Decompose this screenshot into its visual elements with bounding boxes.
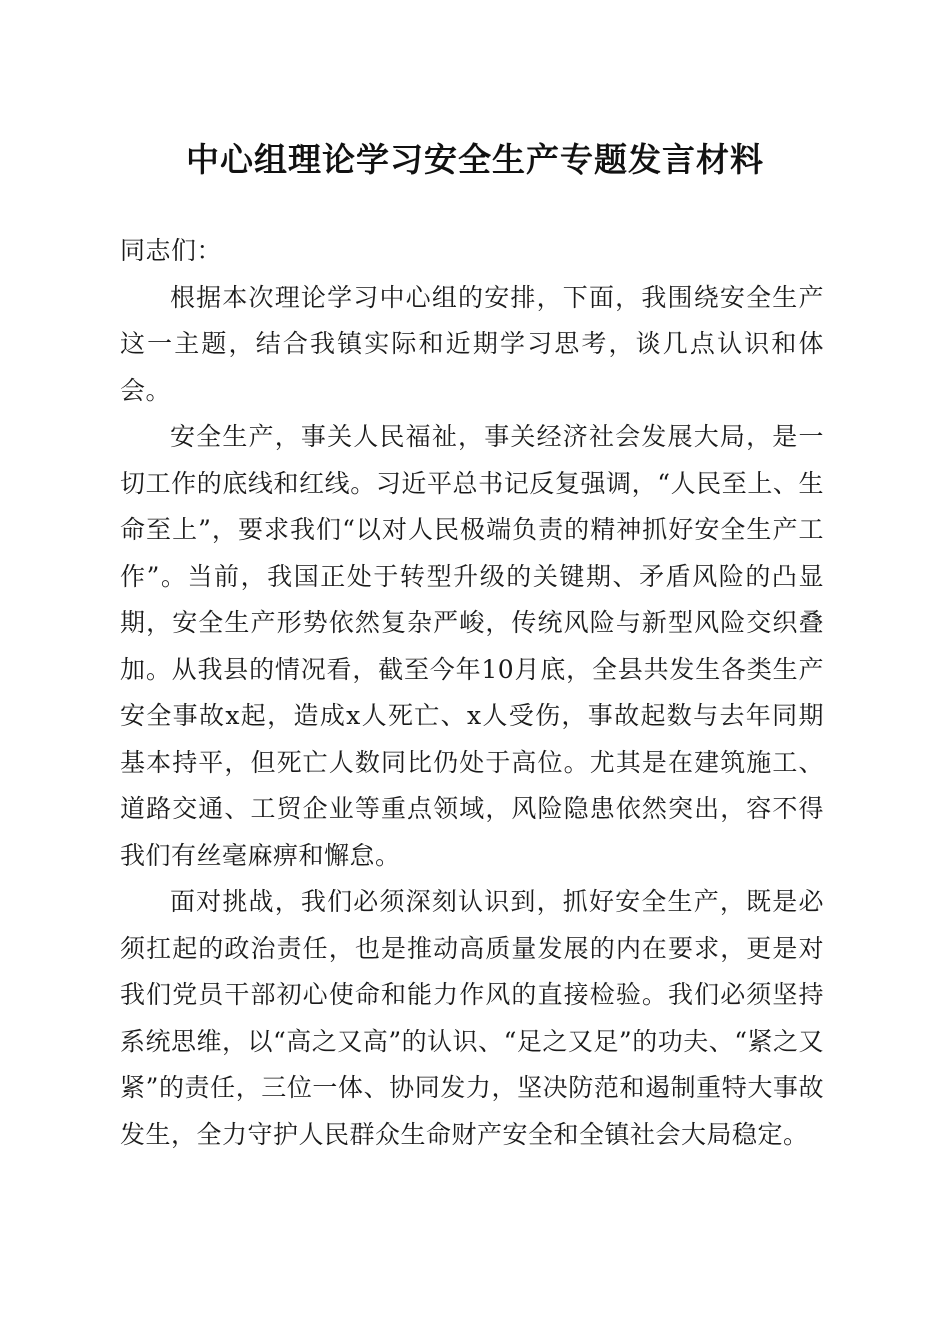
salutation: 同志们： <box>120 236 223 265</box>
document-body <box>120 228 824 1158</box>
document-title: 中心组理论学习安全生产专题发言材料 <box>186 140 764 179</box>
paragraph-intro: 根据本次理论学习中心组的安排，下面，我围绕安全生产这一主题，结合我镇实际和近期学习思考，谈几点认识和体会。 <box>120 282 824 405</box>
paragraph-requirements: 面对挑战，我们必须深刻认识到，抓好安全生产，既是必须扛起的政治责任，也是推动高质量发展的内在要求，更是对我们党员干部初心使命和能力作风的直接检验。我们必须坚持系统思维，以“高之又高”的认识、“足之又足”的功夫、“紧之又紧”的责任，三位一体、协同发力，坚决防范和遏制重特大事故发生，全力守护人民群众生命财产安全和全镇社会大局稳定。 <box>120 887 824 1149</box>
paragraph-situation: 安全生产，事关人民福祉，事关经济社会发展大局，是一切工作的底线和红线。习近平总书记反复强调，“人民至上、生命至上”，要求我们“以对人民极端负责的精神抓好安全生产工作”。当前，我国正处于转型升级的关键期、矛盾风险的凸显期，安全生产形势依然复杂严峻，传统风险与新型风险交织叠加。从我县的情况看，截至今年10月底，全县共发生各类生产安全事故x起，造成x人死亡、x人受伤，事故起数与去年同期基本持平，但死亡人数同比仍处于高位。尤其是在建筑施工、道路交通、工贸企业等重点领域，风险隐患依然突出，容不得我们有丝毫麻痹和懈怠。 <box>120 422 824 870</box>
